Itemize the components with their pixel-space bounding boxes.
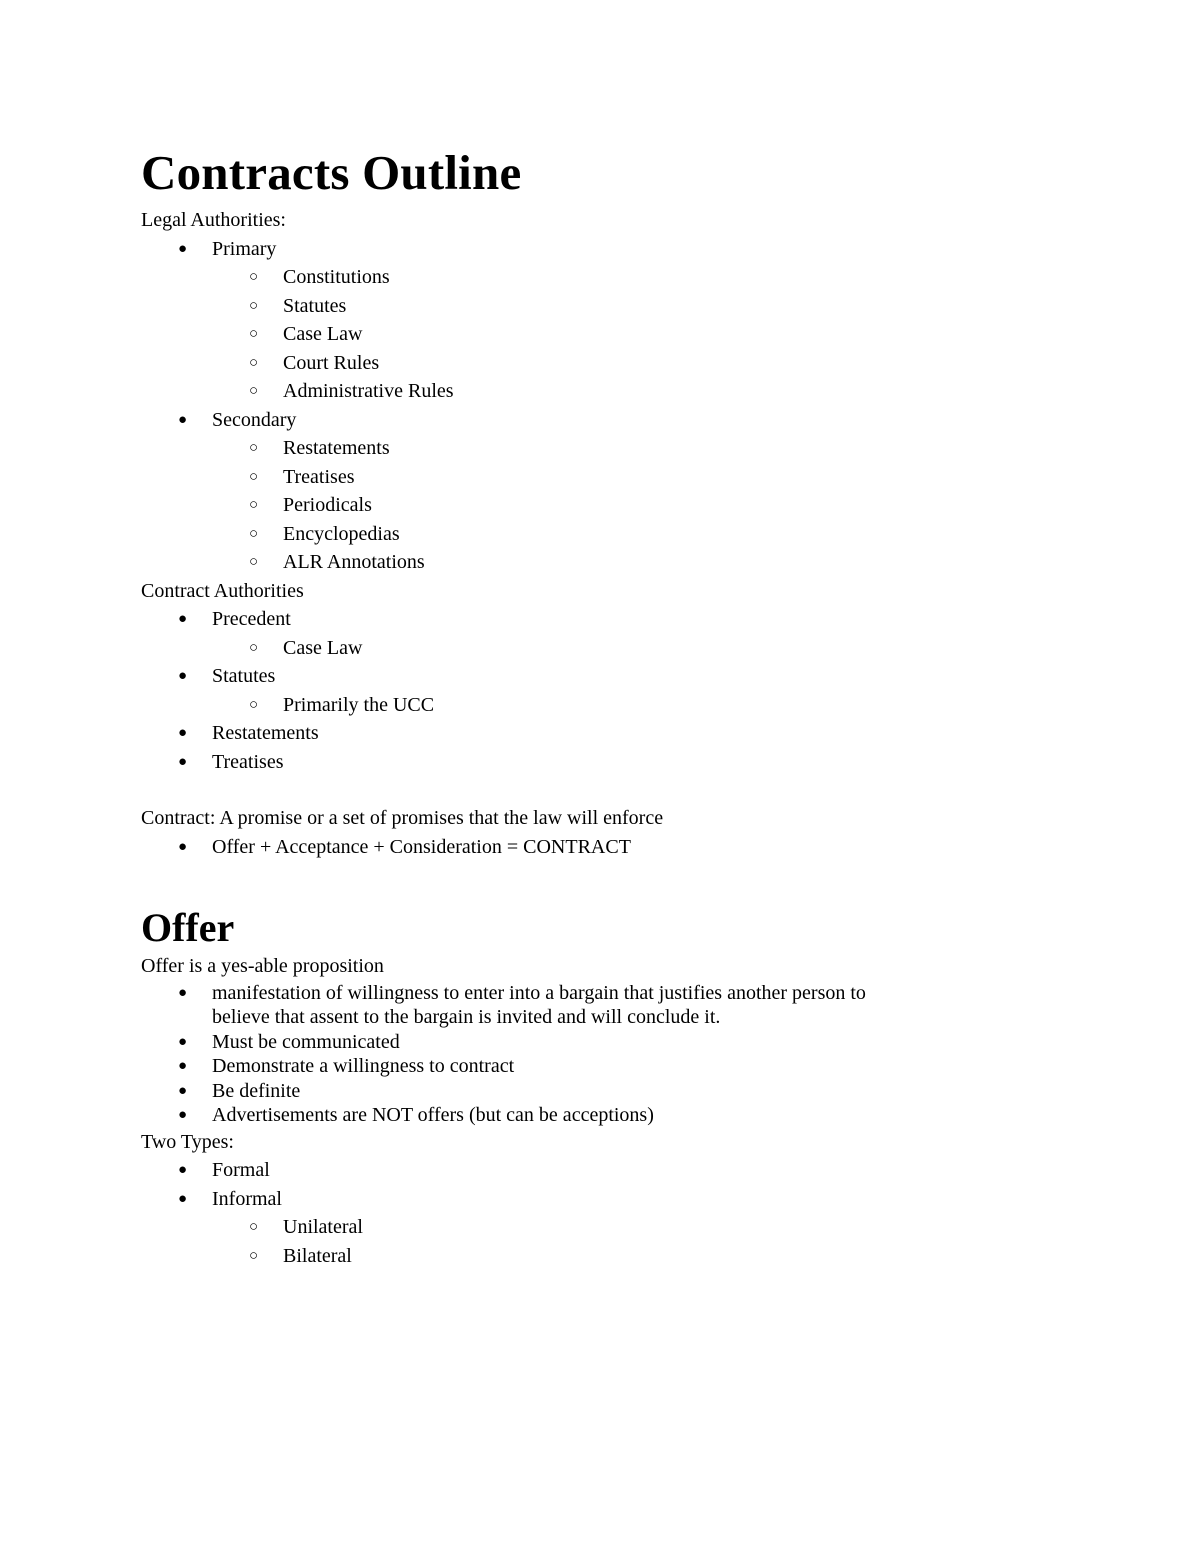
list-item-label: Statutes — [212, 665, 276, 687]
list-item-informal — [141, 1185, 1061, 1271]
list-item — [212, 320, 1061, 349]
circle-bullet-icon: ○ — [249, 383, 259, 399]
list-item-label: Advertisements are NOT offers (but can be acceptions) — [212, 1104, 654, 1126]
legal-authorities-list — [141, 235, 1061, 577]
primary-sublist — [141, 263, 1061, 406]
list-item-precedent — [141, 605, 1061, 662]
list-item-label: Offer + Acceptance + Consideration = CONTRACT — [212, 835, 631, 858]
bullet-icon: ● — [178, 1082, 188, 1099]
list-item — [212, 463, 1061, 492]
list-item-secondary — [141, 406, 1061, 577]
list-item — [141, 981, 1061, 1030]
list-item — [141, 1079, 1061, 1104]
bullet-icon: ● — [178, 411, 188, 428]
bullet-icon: ● — [178, 1190, 188, 1207]
list-item-label: Be definite — [212, 1079, 301, 1102]
list-item — [212, 263, 1061, 292]
circle-bullet-icon: ○ — [249, 554, 259, 570]
list-item-primary — [141, 235, 1061, 406]
bullet-icon: ● — [178, 984, 188, 1001]
offer-types-list — [141, 1156, 1061, 1270]
list-item-label: manifestation of willingness to enter into a bargain that justifies another person to believe that assent to the bargain is invited and will conclude it. — [212, 981, 866, 1028]
list-item-label: Treatises — [283, 465, 355, 488]
list-item-label: Primarily the UCC — [283, 693, 435, 716]
list-item-label: Demonstrate a willingness to contract — [212, 1055, 515, 1077]
list-item-label: Restatements — [212, 722, 319, 744]
bullet-icon: ● — [178, 1033, 188, 1050]
bullet-icon: ● — [178, 725, 188, 741]
legal-authorities-label: Legal Authorities: — [141, 209, 286, 231]
spacer — [141, 861, 1061, 904]
contract-authorities-label: Contract Authorities — [141, 579, 304, 602]
informal-sublist — [141, 1213, 1061, 1270]
list-item-label: Primary — [212, 237, 277, 260]
circle-bullet-icon: ○ — [249, 696, 259, 713]
list-item-label: Unilateral — [283, 1216, 363, 1238]
bullet-icon: ● — [178, 838, 188, 855]
circle-bullet-icon: ○ — [249, 297, 259, 314]
list-item-label: Court Rules — [283, 351, 380, 374]
circle-bullet-icon: ○ — [249, 1219, 259, 1235]
circle-bullet-icon: ○ — [249, 440, 259, 456]
list-item-statutes — [141, 662, 1061, 719]
list-item — [141, 1054, 1061, 1079]
list-item — [212, 548, 1061, 577]
list-item-label: Constitutions — [283, 266, 390, 288]
list-item-label: Bilateral — [283, 1244, 352, 1267]
list-item — [212, 292, 1061, 321]
list-item — [212, 634, 1061, 663]
offer-types-label: Two Types: — [141, 1130, 234, 1153]
spacer — [141, 776, 1061, 804]
circle-bullet-icon: ○ — [249, 497, 259, 513]
list-item — [212, 520, 1061, 549]
list-item — [212, 349, 1061, 378]
bullet-icon: ● — [178, 240, 188, 257]
list-item-formal — [141, 1156, 1061, 1185]
precedent-sublist — [141, 634, 1061, 663]
list-item-label: Administrative Rules — [283, 380, 454, 402]
circle-bullet-icon: ○ — [249, 269, 259, 285]
bullet-icon: ● — [178, 1107, 188, 1123]
bullet-icon: ● — [178, 611, 188, 627]
circle-bullet-icon: ○ — [249, 468, 259, 485]
list-item-restatements — [141, 719, 1061, 748]
list-item-formula — [141, 833, 1061, 862]
list-item-label: Must be communicated — [212, 1030, 400, 1053]
bullet-icon: ● — [178, 1058, 188, 1074]
list-item-treatises — [141, 748, 1061, 777]
list-item — [141, 1030, 1061, 1055]
offer-points-list — [141, 981, 1061, 1128]
list-item-label: Statutes — [283, 294, 347, 317]
list-item-label: Restatements — [283, 437, 390, 459]
list-item — [141, 1103, 1061, 1128]
statutes-sublist — [141, 691, 1061, 720]
bullet-icon: ● — [178, 1162, 188, 1178]
list-item — [212, 1242, 1061, 1271]
contract-formula-list — [141, 833, 1061, 862]
list-item — [212, 691, 1061, 720]
list-item-label: Treatises — [212, 750, 284, 773]
list-item — [212, 434, 1061, 463]
circle-bullet-icon: ○ — [249, 326, 259, 342]
list-item — [212, 1213, 1061, 1242]
list-item-label: Precedent — [212, 608, 291, 630]
list-item-label: Encyclopedias — [283, 522, 400, 545]
document-page — [141, 140, 1061, 1270]
offer-intro: Offer is a yes-able proposition — [141, 955, 384, 977]
circle-bullet-icon: ○ — [249, 525, 259, 542]
contract-authorities-list — [141, 605, 1061, 776]
page-title: Contracts Outline — [141, 145, 522, 200]
list-item — [212, 377, 1061, 406]
bullet-icon: ● — [178, 753, 188, 770]
secondary-sublist — [141, 434, 1061, 577]
circle-bullet-icon: ○ — [249, 354, 259, 371]
section-heading-offer: Offer — [141, 905, 235, 950]
list-item-label: Informal — [212, 1187, 282, 1210]
bullet-icon: ● — [178, 668, 188, 684]
list-item-label: Case Law — [283, 323, 363, 345]
list-item-label: Case Law — [283, 636, 363, 659]
list-item-label: Secondary — [212, 408, 297, 431]
contract-definition: Contract: A promise or a set of promises that the law will enforce — [141, 807, 664, 829]
circle-bullet-icon: ○ — [249, 639, 259, 656]
circle-bullet-icon: ○ — [249, 1247, 259, 1264]
list-item — [212, 491, 1061, 520]
list-item-label: Formal — [212, 1159, 270, 1181]
list-item-label: Periodicals — [283, 494, 372, 516]
list-item-label: ALR Annotations — [283, 551, 425, 573]
